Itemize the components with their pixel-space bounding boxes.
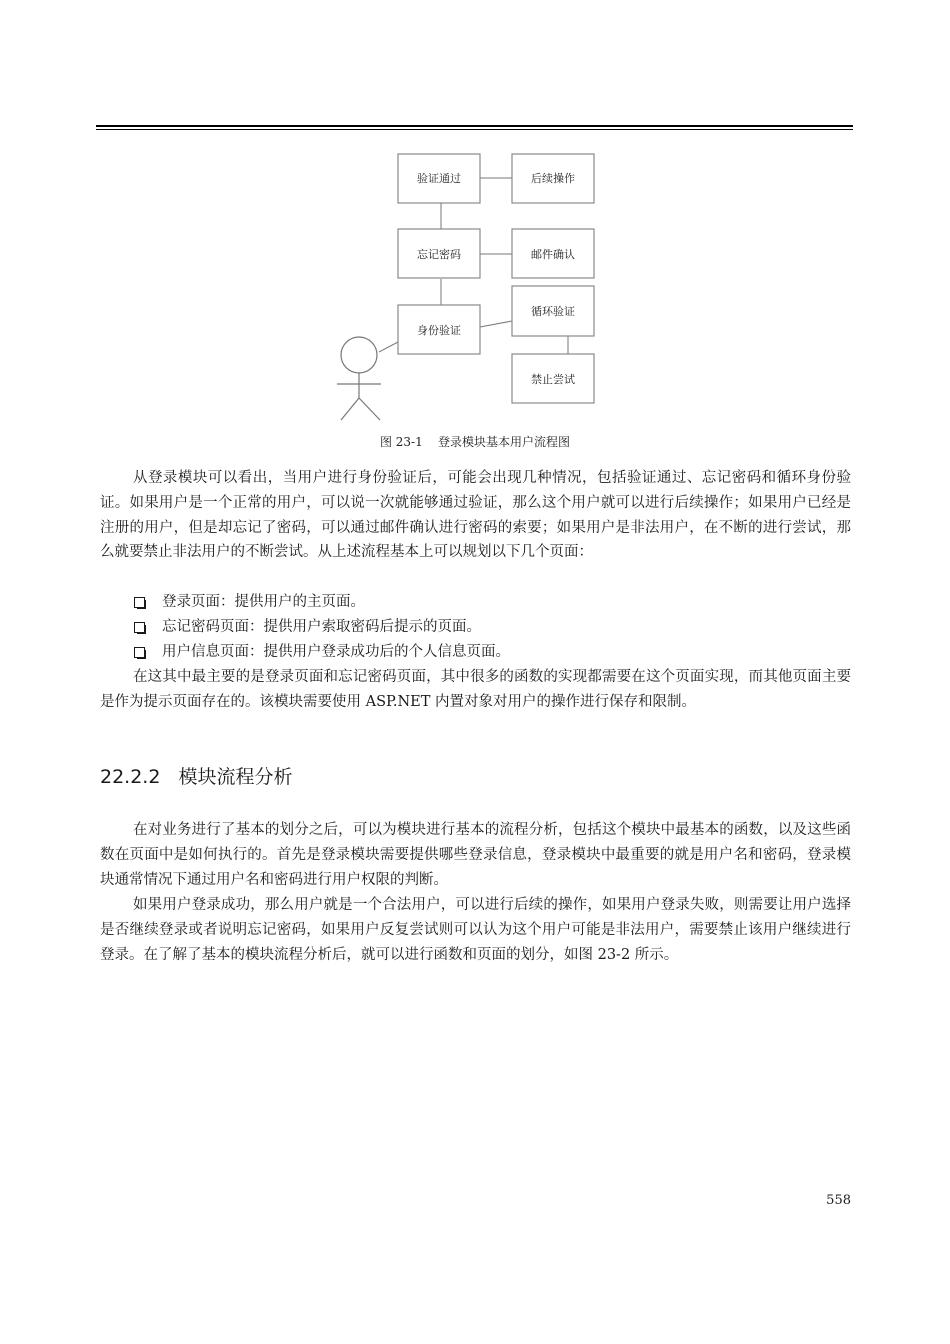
bullet-text: 用户信息页面：提供用户登录成功后的个人信息页面。 [162, 644, 510, 660]
node-email-confirm-label: 邮件确认 [531, 248, 575, 261]
node-identity-verify [398, 305, 480, 354]
section-heading: 22.2.2 模块流程分析 [100, 766, 293, 788]
node-follow-up-label: 后续操作 [531, 172, 575, 185]
paragraph-2: 在这其中最主要的是登录页面和忘记密码页面，其中很多的函数的实现都需要在这个页面实现，而其他页面主要是作为提示页面存在的。该模块需要使用 ASP.NET 内置对象对用户的操作进行保存和限制。 [100, 669, 851, 710]
user-actor-icon [337, 337, 381, 420]
checkbox-bullet-icon [134, 647, 145, 658]
node-block-attempts-label: 禁止尝试 [531, 373, 575, 386]
edge-identity-loop [480, 321, 512, 327]
edge-actor-identity [379, 342, 398, 352]
checkbox-bullet-icon [134, 597, 145, 608]
node-block-attempts [512, 354, 594, 403]
paragraph-4: 如果用户登录成功，那么用户就是一个合法用户，可以进行后续的操作，如果用户登录失败，则需要让用户选择是否继续登录或者说明忘记密码，如果用户反复尝试则可以认为这个用户可能是非法用户，需要禁止该用户继续进行登录。在了解了基本的模块流程分析后，就可以进行函数和页面的划分，如图 23-2 所示。 [100, 897, 851, 963]
node-loop-verify-label: 循环验证 [531, 305, 575, 318]
page-number: 558 [826, 1193, 851, 1208]
node-forgot-password [398, 229, 480, 278]
node-email-confirm [512, 229, 594, 278]
node-forgot-password-label: 忘记密码 [417, 248, 461, 261]
node-identity-verify-label: 身份验证 [417, 324, 461, 337]
user-flow-diagram [0, 0, 950, 430]
paragraph-1: 从登录模块可以看出，当用户进行身份验证后，可能会出现几种情况，包括验证通过、忘记密码和循环身份验证。如果用户是一个正常的用户，可以说一次就能够通过验证，那么这个用户就可以进行后续操作；如果用户已经是注册的用户，但是却忘记了密码，可以通过邮件确认进行密码的索要；如果用户是非法用户，在不断的进行尝试，那么就要禁止非法用户的不断尝试。从上述流程基本上可以规划以下几个页面： [100, 470, 851, 561]
bullet-text: 登录页面：提供用户的主页面。 [162, 594, 365, 610]
figure-caption: 图 23-1 登录模块基本用户流程图 [379, 435, 571, 449]
checkbox-bullet-icon [134, 622, 145, 633]
node-loop-verify [512, 286, 594, 336]
bullet-text: 忘记密码页面：提供用户索取密码后提示的页面。 [162, 619, 481, 635]
node-follow-up [512, 154, 594, 203]
paragraph-3: 在对业务进行了基本的划分之后，可以为模块进行基本的流程分析，包括这个模块中最基本的函数，以及这些函数在页面中是如何执行的。首先是登录模块需要提供哪些登录信息，登录模块中最重要的就是用户名和密码，登录模块通常情况下通过用户名和密码进行用户权限的判断。 [100, 822, 851, 888]
node-verify-pass [398, 154, 480, 203]
node-verify-pass-label: 验证通过 [417, 172, 461, 185]
